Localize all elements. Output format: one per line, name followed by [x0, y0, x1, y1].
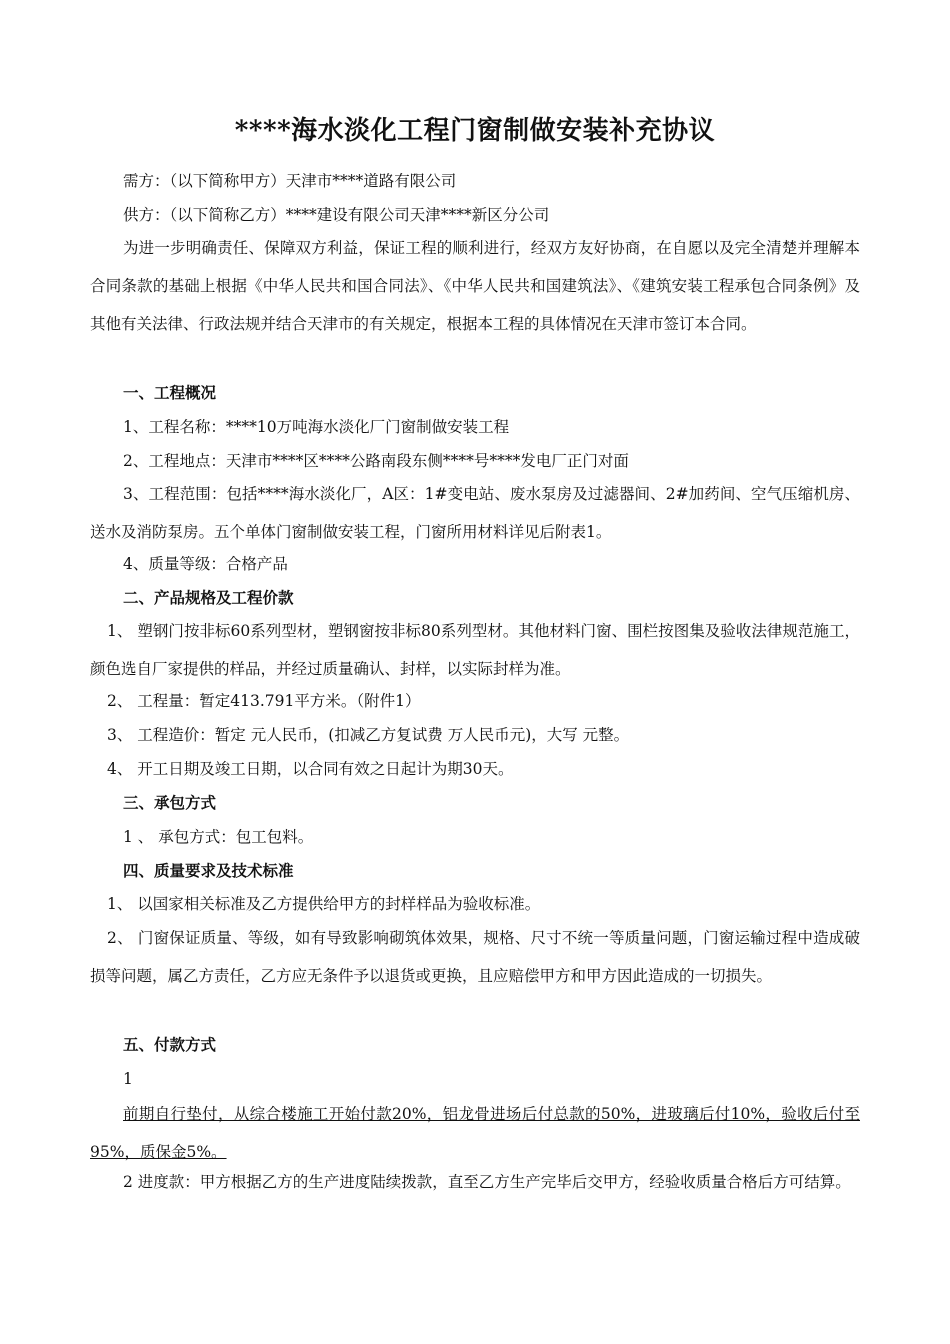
section-1-item-4: 4、质量等级：合格产品: [123, 555, 288, 573]
document-title: ****海水淡化工程门窗制做安装补充协议: [234, 116, 716, 146]
section-3-item-1: 1 、 承包方式：包工包料。: [123, 828, 314, 846]
section-5-item-1-text: 前期自行垫付，从综合楼施工开始付款20%，铝龙骨进场后付总款的50%，进玻璃后付10%，验收后付至95%，质保金5%。: [90, 1105, 860, 1161]
section-5-item-2: 2 进度款：甲方根据乙方的生产进度陆续拨款，直至乙方生产完毕后交甲方，经验收质量合格后方可结算。: [123, 1173, 851, 1191]
section-2-item-3: 3、 工程造价：暂定 元人民币，(扣减乙方复试费 万人民币元)，大写 元整。: [107, 726, 630, 744]
section-3-heading: 三、承包方式: [123, 793, 217, 812]
section-2-item-4: 4、 开工日期及竣工日期，以合同有效之日起计为期30天。: [107, 760, 514, 778]
section-1-item-2: 2、工程地点：天津市****区****公路南段东侧****号****发电厂正门对面: [123, 452, 629, 470]
party-b: 供方：（以下简称乙方）****建设有限公司天津****新区分公司: [123, 206, 550, 224]
section-4-item-2: 2、 门窗保证质量、等级，如有导致影响砌筑体效果，规格、尺寸不统一等质量问题，门窗运输过程中造成破损等问题，属乙方责任，乙方应无条件予以退货或更换，且应赔偿甲方和甲方因此造成的一切损失。: [90, 929, 860, 985]
section-2-heading: 二、产品规格及工程价款: [123, 588, 294, 607]
section-1-item-3: 3、工程范围：包括****海水淡化厂，A区：1#变电站、废水泵房及过滤器间、2#加药间、空气压缩机房、送水及消防泵房。五个单体门窗制做安装工程，门窗所用材料详见后附表1。: [90, 485, 860, 541]
section-4-heading: 四、质量要求及技术标准: [123, 861, 294, 880]
section-4-item-1: 1、 以国家相关标准及乙方提供给甲方的封样样品为验收标准。: [107, 895, 541, 913]
section-5-item-1-number: 1: [123, 1070, 133, 1088]
section-2-item-1: 1、 塑钢门按非标60系列型材，塑钢窗按非标80系列型材。其他材料门窗、围栏按图集及验收法律规范施工，颜色选自厂家提供的样品，并经过质量确认、封样，以实际封样为准。: [90, 622, 860, 678]
section-1-heading: 一、工程概况: [123, 383, 217, 402]
party-a: 需方：（以下简称甲方）天津市****道路有限公司: [123, 172, 457, 190]
section-2-item-2: 2、 工程量：暂定413.791平方米。（附件1）: [107, 692, 421, 710]
section-1-item-1: 1、工程名称：****10万吨海水淡化厂门窗制做安装工程: [123, 418, 510, 436]
section-5-heading: 五、付款方式: [123, 1035, 217, 1054]
intro-paragraph: 为进一步明确责任、保障双方利益，保证工程的顺利进行，经双方友好协商，在自愿以及完全清楚并理解本合同条款的基础上根据《中华人民共和国合同法》、《中华人民共和国建筑法》、《建筑安装工程承包合同条例》及其他有关法律、行政法规并结合天津市的有关规定，根据本工程的具体情况在天津市签订本合同。: [90, 239, 860, 333]
